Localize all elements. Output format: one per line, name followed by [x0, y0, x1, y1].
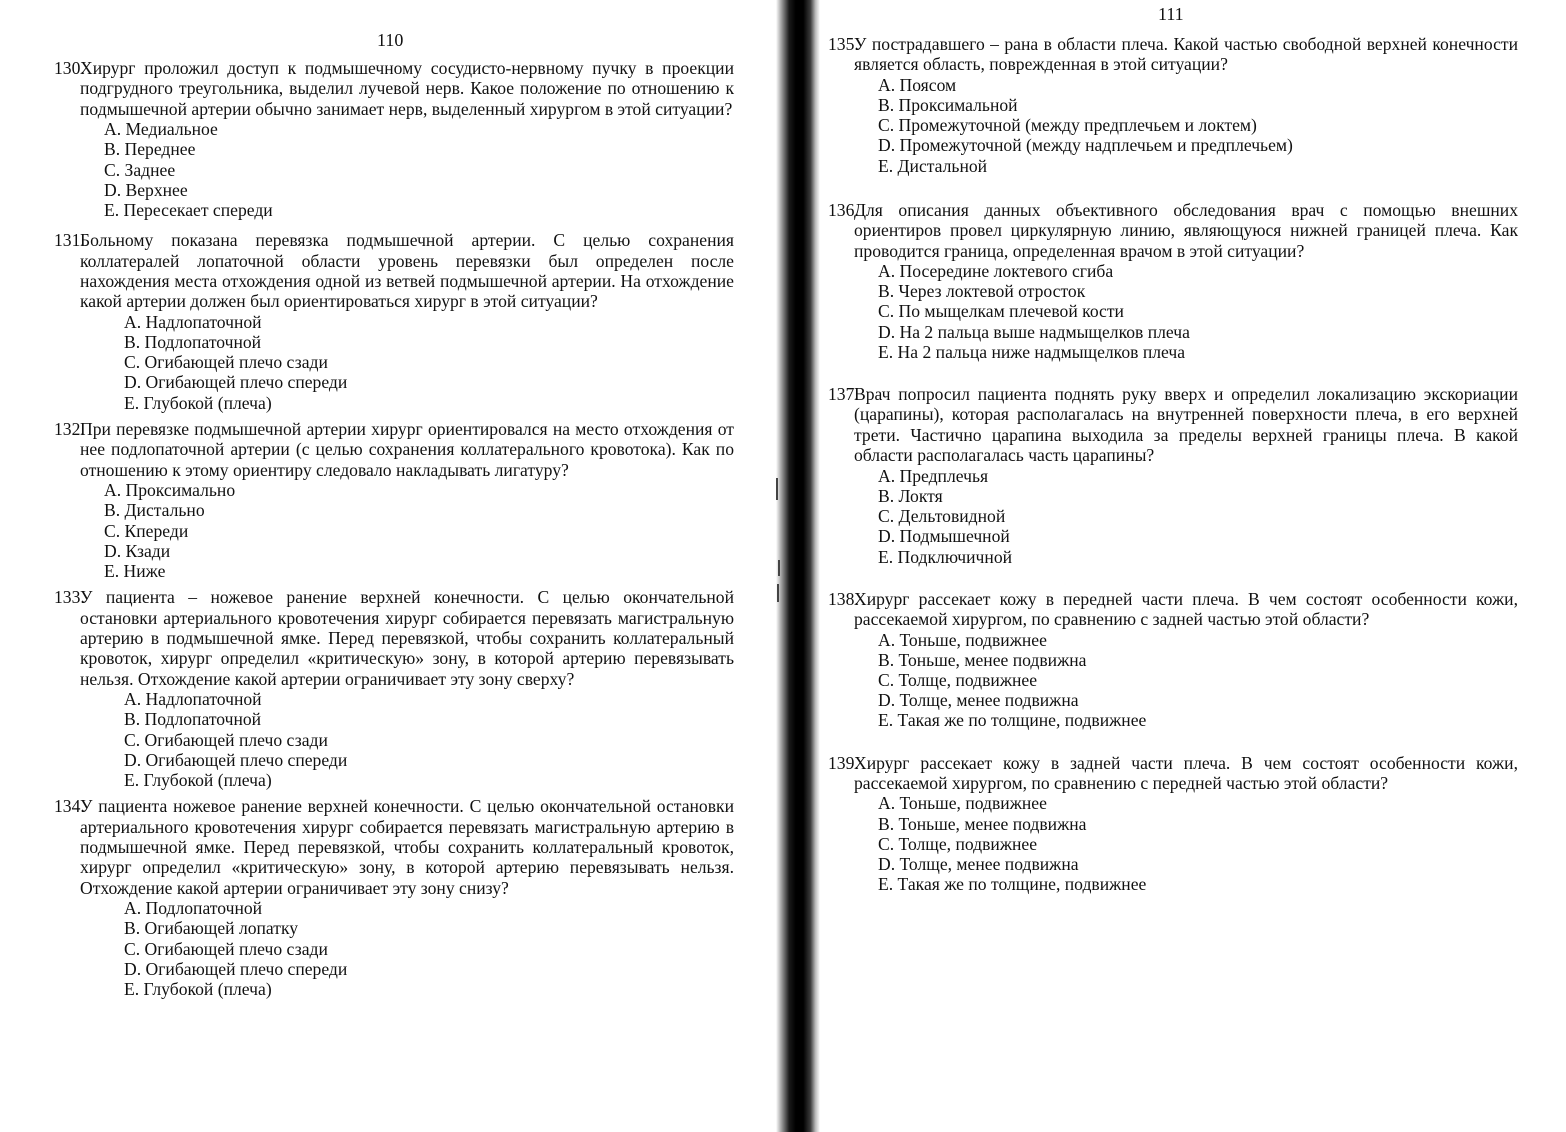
question-text: Больному показана перевязка подмышечной артерии. С целью сохранения коллатералей лопаточной области уровень перевязки был определен после нахождения места отхождения одной из ветвей подмышечной артерии. На отхождение какой артерии должен был ориентироваться хирург в этой ситуации? [80, 230, 734, 312]
answer-option: C. Заднее [104, 159, 176, 180]
question-131 [54, 230, 734, 413]
question-136 [828, 200, 1518, 362]
answer-option: E. Дистальной [878, 155, 988, 176]
answer-option: A. Надлопаточной [124, 689, 262, 710]
answer-option: C. Толще, подвижнее [878, 669, 1038, 690]
answer-option: B. Подлопаточной [124, 709, 262, 730]
question-number: 133. [54, 587, 85, 608]
question-text: Хирург рассекает кожу в задней части плеча. В чем состоят особенности кожи, рассекаемой хирургом, по сравнению с передней частью этой области? [854, 752, 1518, 793]
answer-option: E. Глубокой (плеча) [124, 979, 272, 999]
answer-options [828, 75, 1518, 176]
answer-option: C. Толще, подвижнее [878, 833, 1038, 854]
answer-option: C. Огибающей плечо сзади [124, 729, 328, 750]
answer-option: A. Поясом [878, 74, 957, 95]
question-text: Хирург проложил доступ к подмышечному сосудисто-нервному пучку в проекции подгрудного треугольника, выделил лучевой нерв. Какое положение по отношению к подмышечной артерии обычно занимает нерв, выделенный хирургом в этой ситуации? [80, 58, 734, 119]
answer-option: E. Ниже [104, 560, 166, 581]
answer-options [54, 119, 734, 220]
question-number: 139. [828, 752, 859, 773]
answer-option: B. Тоньше, менее подвижна [878, 649, 1087, 670]
answer-option: C. Промежуточной (между предплечьем и локтем) [878, 115, 1257, 136]
answer-option: A. Подлопаточной [124, 898, 263, 919]
left-page [0, 0, 780, 1132]
answer-option: C. По мыщелкам плечевой кости [878, 301, 1124, 322]
answer-options [828, 793, 1518, 894]
question-138 [828, 589, 1518, 731]
answer-option: C. Кпереди [104, 520, 189, 541]
answer-options [54, 480, 734, 581]
question-139 [828, 753, 1518, 895]
answer-option: B. Через локтевой отросток [878, 281, 1086, 302]
answer-option: A. Проксимально [104, 480, 236, 501]
question-134 [54, 796, 734, 999]
question-text: Хирург рассекает кожу в передней части плеча. В чем состоят особенности кожи, рассекаемой хирургом, по сравнению с задней частью этой области? [854, 588, 1518, 630]
right-page [810, 0, 1566, 1132]
question-number: 138. [828, 588, 859, 609]
question-number: 136. [828, 199, 859, 220]
answer-option: A. Медиальное [104, 119, 218, 140]
question-list [828, 34, 1518, 894]
answer-options [54, 898, 734, 999]
answer-option: D. Огибающей плечо спереди [124, 749, 348, 770]
question-number: 137. [828, 384, 859, 405]
answer-option: A. Надлопаточной [124, 311, 262, 332]
question-number: 132. [54, 418, 85, 439]
answer-option: B. Дистально [104, 500, 205, 521]
scan-speck [776, 478, 778, 500]
answer-option: D. Верхнее [104, 179, 188, 200]
question-132 [54, 419, 734, 581]
question-text: Для описания данных объективного обследования врач с помощью внешних ориентиров провел циркулярную линию, являющуюся нижней границей плеча. Как проводится граница, определенная врачом в этой ситуации? [854, 199, 1518, 261]
question-text: У пациента ножевое ранение верхней конечности. С целью окончательной остановки артериального кровотечения хирург собирается перевязать магистральную артерию в подмышечной ямке. Перед перевязкой, чтобы сохранить коллатеральный кровоток, хирург определил «критическую» зону, в которой артерию перевязывать нельзя. Отхождение какой артерии ограничивает эту зону снизу? [80, 796, 734, 898]
answer-option: C. Огибающей плечо сзади [124, 352, 328, 373]
answer-option: D. Промежуточной (между надплечьем и предплечьем) [878, 135, 1293, 156]
answer-options [828, 630, 1518, 731]
answer-option: B. Подлопаточной [124, 332, 262, 353]
question-text: У пострадавшего – рана в области плеча. Какой частью свободной верхней конечности является область, поврежденная в этой ситуации? [854, 34, 1518, 75]
answer-option: D. Огибающей плечо спереди [124, 958, 348, 979]
question-number: 131. [54, 230, 85, 251]
answer-options [54, 689, 734, 790]
question-list [54, 58, 734, 999]
question-133 [54, 587, 734, 790]
answer-option: A. Тоньше, подвижнее [878, 793, 1047, 814]
answer-option: B. Переднее [104, 139, 196, 160]
answer-option: B. Тоньше, менее подвижна [878, 813, 1087, 834]
answer-option: D. Толще, менее подвижна [878, 853, 1079, 874]
answer-option: D. Подмышечной [878, 526, 1010, 547]
answer-options [828, 466, 1518, 567]
page-number: 111 [1158, 4, 1184, 24]
answer-option: A. Посередине локтевого сгиба [878, 261, 1114, 282]
answer-option: D. Огибающей плечо спереди [124, 372, 348, 393]
question-text: Врач попросил пациента поднять руку вверх и определил локализацию экскориации (царапины), которая располагалась на внутренней поверхности плеча, в его верхней трети. Частично царапина выходила за пределы верхней границы плеча. В какой области располагалась часть царапины? [854, 384, 1518, 466]
answer-option: E. Такая же по толщине, подвижнее [878, 874, 1147, 895]
question-130 [54, 58, 734, 220]
scan-speck [777, 584, 779, 602]
answer-option: B. Локтя [878, 485, 943, 506]
question-number: 134. [54, 796, 85, 817]
answer-option: E. Глубокой (плеча) [124, 769, 272, 790]
scan-speck [778, 560, 780, 576]
answer-option: D. Кзади [104, 540, 171, 561]
answer-option: B. Проксимальной [878, 95, 1018, 116]
answer-option: E. Такая же по толщине, подвижнее [878, 710, 1147, 731]
answer-option: C. Огибающей плечо сзади [124, 938, 328, 959]
answer-option: A. Тоньше, подвижнее [878, 629, 1047, 650]
question-number: 135. [828, 34, 859, 54]
answer-option: D. На 2 пальца выше надмыщелков плеча [878, 321, 1190, 342]
answer-option: E. Пересекает спереди [104, 200, 273, 221]
answer-option: D. Толще, менее подвижна [878, 690, 1079, 711]
answer-option: E. На 2 пальца ниже надмыщелков плеча [878, 341, 1186, 362]
answer-option: E. Подключичной [878, 546, 1013, 567]
page-number: 110 [377, 30, 404, 50]
answer-option: B. Огибающей лопатку [124, 918, 299, 939]
question-text: У пациента – ножевое ранение верхней конечности. С целью окончательной остановки артериального кровотечения хирург собирается перевязать магистральную артерию в подмышечной ямке. Перед перевязкой, чтобы сохранить коллатеральный кровоток, хирург определил «критическую» зону, в которой артерию перевязывать нельзя. Отхождение какой артерии ограничивает эту зону сверху? [80, 587, 734, 689]
question-number: 130. [54, 58, 85, 78]
answer-options [54, 312, 734, 413]
question-137 [828, 384, 1518, 567]
question-135 [828, 34, 1518, 176]
question-text: При перевязке подмышечной артерии хирург ориентировался на место отхождения от нее подлопаточной артерии (с целью сохранения коллатерального кровотока). Как по отношению к этому ориентиру следовало накладывать лигатуру? [80, 418, 734, 480]
answer-options [828, 261, 1518, 362]
answer-option: A. Предплечья [878, 465, 989, 486]
answer-option: C. Дельтовидной [878, 506, 1006, 527]
answer-option: E. Глубокой (плеча) [124, 392, 272, 413]
